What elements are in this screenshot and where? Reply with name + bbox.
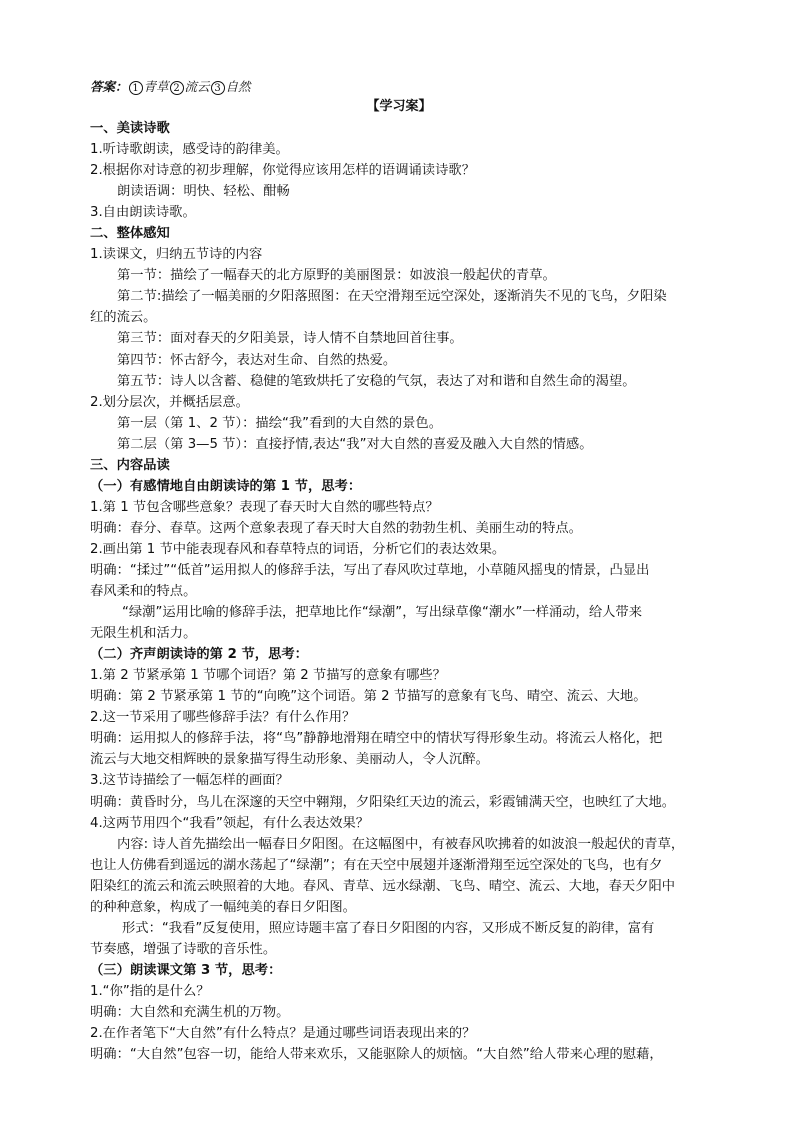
text-line: 3.自由朗读诗歌。 (90, 205, 196, 221)
text-line: 1.听诗歌朗读，感受诗的韵律美。 (90, 142, 289, 158)
text-line: 第四节：怀古舒今，表达对生命、自然的热爱。 (117, 352, 397, 368)
circle-number-1: 1 (129, 81, 143, 95)
text-line: 第一层（第 1、2 节）：描绘“我”看到的大自然的景色。 (117, 415, 443, 431)
text-line: 阳染红的流云和流云映照着的大地。春风、青草、远水绿潮、飞鸟、晴空、流云、大地，春天夕阳中 (90, 878, 676, 894)
text-line: 1.第 2 节紧承第 1 节哪个词语？第 2 节描写的意象有哪些？ (90, 668, 446, 684)
answer-item-1: 青草 (143, 79, 169, 94)
section-heading: 二、整体感知 (90, 226, 170, 242)
text-line: 2.在作者笔下“大自然”有什么特点？是通过哪些词语表现出来的？ (90, 1026, 476, 1042)
text-line: 第三节：面对春天的夕阳美景，诗人情不自禁地回首往事。 (117, 331, 463, 347)
text-line: 无限生机和活力。 (90, 626, 197, 642)
section-heading: （二）齐声朗读诗的第 2 节，思考： (90, 647, 308, 663)
circle-number-2: 2 (170, 81, 184, 95)
text-line: 3.这节诗描绘了一幅怎样的画面？ (90, 773, 289, 789)
answer-line (90, 78, 708, 96)
text-line: 流云与大地交相辉映的景象描写得生动形象、美丽动人，令人沉醉。 (90, 752, 489, 768)
text-line: “绿潮”运用比喻的修辞手法，把草地比作“绿潮”，写出绿草像“潮水”一样涌动，给人带来 (122, 605, 643, 621)
text-line: 明确：“揉过”“低首”运用拟人的修辞手法，写出了春风吹过草地，小草随风摇曳的情景，凸显出 (90, 562, 650, 578)
text-line: 朗读语调：明快、轻松、酣畅 (117, 184, 290, 200)
text-line: 明确：运用拟人的修辞手法，将“鸟”静静地滑翔在晴空中的情状写得形象生动。将流云人格化，把 (90, 731, 663, 747)
text-line: 内容: 诗人首先描绘出一幅春日夕阳图。在这幅图中，有被春风吹拂着的如波浪一般起伏的青草， (117, 836, 685, 852)
text-line: 明确：春分、春草。这两个意象表现了春天时大自然的勃勃生机、美丽生动的特点。 (90, 520, 582, 536)
text-line: 第五节：诗人以含蓄、稳健的笔致烘托了安稳的气氛，表达了对和谐和自然生命的渴望。 (117, 373, 636, 389)
answer-item-2: 流云 (184, 79, 210, 94)
text-line: 1.读课文，归纳五节诗的内容 (90, 247, 263, 263)
section-heading: 三、内容品读 (90, 457, 170, 473)
text-line: 4.这两节用四个“我看”领起，有什么表达效果？ (90, 815, 370, 831)
text-line: 明确：第 2 节紧承第 1 节的“向晚”这个词语。第 2 节描写的意象有飞鸟、晴空、流云、大地。 (90, 689, 647, 705)
text-line: 明确：大自然和充满生机的万物。 (90, 1004, 290, 1020)
text-line: 红的流云。 (90, 310, 157, 326)
text-line: 第一节：描绘了一幅春天的北方原野的美丽图景：如波浪一般起伏的青草。 (117, 268, 556, 284)
circle-number-3: 3 (211, 81, 225, 95)
text-line: 1.第 1 节包含哪些意象？表现了春天时大自然的哪些特点？ (90, 499, 439, 515)
text-line: 的种种意象，构成了一幅纯美的春日夕阳图。 (90, 899, 356, 915)
text-line: 2.划分层次，并概括层意。 (90, 394, 249, 410)
text-line: 2.根据你对诗意的初步理解，你觉得应该用怎样的语调诵读诗歌？ (90, 163, 475, 179)
answer-lead: 答案： (90, 79, 128, 94)
document-body (90, 96, 708, 1065)
text-line: 春风柔和的特点。 (90, 584, 197, 600)
section-heading: （三）朗读课文第 3 节，思考： (90, 962, 282, 978)
text-line: 2.画出第 1 节中能表现春风和春草特点的词语，分析它们的表达效果。 (90, 541, 506, 557)
text-line: 2.这一节采用了哪些修辞手法？有什么作用？ (90, 710, 356, 726)
text-line: 节奏感，增强了诗歌的音乐性。 (90, 941, 277, 957)
text-line: 第二节:描绘了一幅美丽的夕阳落照图：在天空滑翔至远空深处，逐渐消失不见的飞鸟，夕阳染 (117, 289, 667, 305)
text-line: 第二层（第 3—5 节）：直接抒情,表达“我”对大自然的喜爱及融入大自然的情感。 (117, 436, 593, 452)
text-line: 明确：黄昏时分，鸟儿在深邃的天空中翱翔，夕阳染红天边的流云，彩霞铺满天空，也映红了大地。 (90, 794, 676, 810)
section-title: 【学习案】 (366, 99, 432, 114)
answer-item-3: 自然 (225, 79, 251, 94)
text-line: 形式：“我看”反复使用，照应诗题丰富了春日夕阳图的内容，又形成不断反复的韵律，富有 (122, 920, 655, 936)
text-line: 1.“你”指的是什么？ (90, 983, 210, 999)
section-heading: 一、美读诗歌 (90, 121, 170, 136)
text-line: 也让人仿佛看到遥远的湖水荡起了“绿潮”；有在天空中展翅并逐渐滑翔至远空深处的飞鸟，也有夕 (90, 857, 663, 873)
section-heading: （一）有感情地自由朗读诗的第 1 节，思考： (90, 478, 362, 494)
text-line: 明确：“大自然”包容一切，能给人带来欢乐，又能驱除人的烦恼。“大自然”给人带来心理的慰藉， (90, 1047, 663, 1063)
